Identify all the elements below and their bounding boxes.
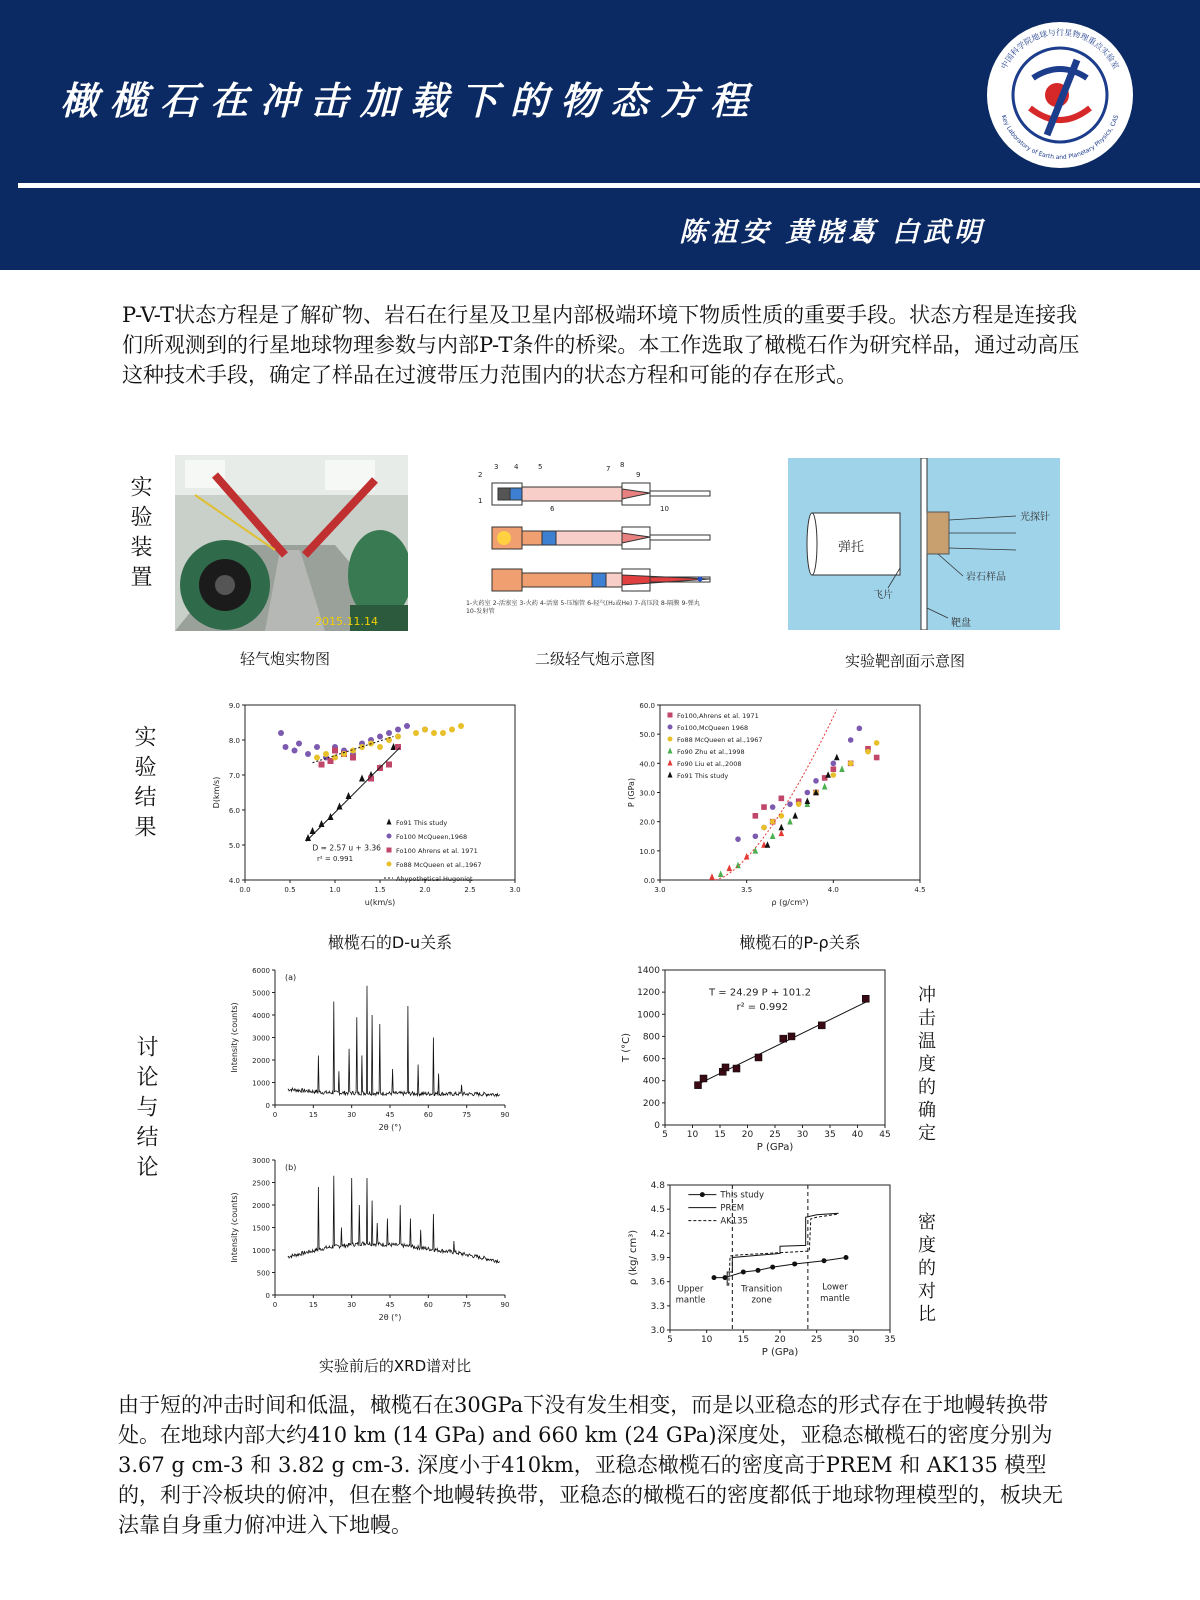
legend-marker-0 <box>700 1192 705 1197</box>
y-axis-label: P (GPa) <box>627 777 636 808</box>
x-tick-label: 75 <box>462 1111 472 1119</box>
schematic-num-8: 8 <box>620 461 625 469</box>
x-tick-label: 60 <box>423 1301 433 1309</box>
point-3 <box>722 1064 729 1071</box>
y-tick-label: 30.0 <box>639 789 655 798</box>
lab-logo <box>985 20 1135 170</box>
y-tick-label: 9.0 <box>228 702 240 710</box>
fit-equation: D = 2.57 u + 3.36 <box>312 843 381 853</box>
series-point-4 <box>770 1265 775 1270</box>
note-shock-temperature: 冲击温度的确定 <box>915 985 936 1146</box>
point-1-0 <box>735 836 741 842</box>
y-tick-label: 7.0 <box>228 772 240 780</box>
y-tick-label: 400 <box>642 1076 660 1087</box>
point-1-12 <box>377 734 383 740</box>
y-tick-label: 3.9 <box>650 1253 665 1264</box>
y-tick-label: 800 <box>642 1032 660 1043</box>
x-axis-label: P (GPa) <box>761 1347 799 1358</box>
point-9 <box>862 995 869 1002</box>
zone-label-2: Lower <box>822 1282 848 1293</box>
y-tick-label: 1500 <box>252 1224 270 1233</box>
x-tick-label: 30 <box>347 1301 357 1309</box>
section-label-setup: 实验装置 <box>127 475 152 595</box>
y-tick-label: 4.5 <box>650 1205 665 1216</box>
chart-xrd-b <box>225 1155 535 1345</box>
x-tick-label: 90 <box>500 1301 510 1309</box>
logo-text-bottom: Key Laboratory of Earth and Planetary Physics, CAS <box>999 114 1121 162</box>
point-1-2 <box>292 748 298 754</box>
intro-paragraph: P-V-T状态方程是了解矿物、岩石在行星及卫星内部极端环境下物质性质的重要手段。状态方程是连接我们所观测到的行星地球物理参数与内部P-T条件的桥梁。本工作选取了橄榄石作为研究样品，通过动高压这种技术手段，确定了样品在过渡带压力范围内的状态方程和可能的存在形式。 <box>122 303 1080 387</box>
x-axis-label: ρ (g/cm³) <box>771 898 809 907</box>
point-1-7 <box>831 761 837 767</box>
projectile-icon <box>698 577 703 582</box>
point-2-5 <box>831 772 837 778</box>
zone-label-2-b: mantle <box>820 1294 850 1304</box>
legend-marker-2 <box>387 848 392 853</box>
x-tick-label: 60 <box>423 1111 433 1119</box>
caption-du: 橄榄石的D-u关系 <box>327 933 453 952</box>
caption-photo: 轻气炮实物图 <box>239 650 330 668</box>
x-tick-label: 0 <box>272 1301 278 1309</box>
point-2-8 <box>874 740 880 746</box>
y-tick-label: 20.0 <box>639 818 655 827</box>
legend-entry-1: Fo100 McQueen,1968 <box>396 833 468 841</box>
schematic-num-3: 3 <box>494 463 499 471</box>
y-axis-label: D(km/s) <box>212 776 221 809</box>
series-point-3 <box>756 1268 761 1273</box>
x-tick-label: 10 <box>686 1130 699 1140</box>
schematic-num-5: 5 <box>538 463 543 471</box>
x-axis-label: u(km/s) <box>364 898 396 907</box>
zone-label-1-b: zone <box>751 1295 772 1306</box>
fit-r2: r² = 0.992 <box>736 1001 788 1013</box>
legend-marker-5 <box>668 772 673 778</box>
xrd-pattern <box>288 986 500 1096</box>
series-point-0 <box>712 1275 717 1280</box>
point-5-5 <box>825 771 831 778</box>
caption-target: 实验靶剖面示意图 <box>844 652 965 670</box>
y-tick-label: 4.8 <box>650 1181 665 1191</box>
point-8 <box>818 1022 825 1029</box>
x-tick-label: 15 <box>308 1111 318 1119</box>
y-tick-label: 2500 <box>252 1179 270 1188</box>
x-tick-label: 1.5 <box>374 886 386 894</box>
caption-prho: 橄榄石的P-ρ关系 <box>739 933 861 952</box>
y-tick-label: 0 <box>265 1292 270 1300</box>
x-tick-label: 5 <box>662 1130 668 1140</box>
x-tick-label: 25 <box>810 1335 823 1345</box>
schematic-legend-2: 10-发射管 <box>466 608 495 615</box>
y-tick-label: 1200 <box>637 988 660 999</box>
legend-marker-3 <box>668 748 673 754</box>
legend-entry-0: Fo91 This study <box>396 819 448 827</box>
fit-equation: T = 24.29 P + 101.2 <box>709 987 812 999</box>
y-tick-label: 0.0 <box>643 877 655 885</box>
schematic-num-1: 1 <box>478 497 483 505</box>
point-1-3 <box>296 741 302 747</box>
header-divider <box>18 183 1200 188</box>
x-tick-label: 40 <box>851 1130 864 1140</box>
y-tick-label: 1000 <box>252 1079 270 1088</box>
legend-entry-2: Fo100 Ahrens et al. 1971 <box>396 847 478 855</box>
y-tick-label: 6000 <box>252 967 270 975</box>
point-0-1 <box>761 804 767 810</box>
y-tick-label: 500 <box>256 1269 270 1278</box>
zone-label-0-b: mantle <box>675 1295 706 1306</box>
x-tick-label: 3.0 <box>654 886 666 894</box>
x-tick-label: 30 <box>347 1111 357 1119</box>
x-tick-label: 3.0 <box>509 886 521 894</box>
legend-entry-3: Fo90 Zhu et al.,1998 <box>677 748 745 756</box>
x-tick-label: 45 <box>385 1301 395 1309</box>
point-2-0 <box>319 762 325 768</box>
panel-label: (b) <box>285 1163 297 1172</box>
point-3-2 <box>332 755 338 761</box>
point-0-0 <box>753 813 759 819</box>
point-3-0 <box>314 755 320 761</box>
point-5-1 <box>779 824 785 831</box>
section-label-results: 实验结果 <box>131 725 156 845</box>
x-tick-label: 5 <box>667 1335 673 1345</box>
y-tick-label: 200 <box>642 1098 660 1109</box>
point-1-5 <box>805 790 811 796</box>
y-tick-label: 5000 <box>252 989 270 998</box>
x-tick-label: 0 <box>272 1111 278 1119</box>
chart-p-rho <box>620 700 950 915</box>
point-6 <box>780 1035 787 1042</box>
x-tick-label: 30 <box>847 1335 860 1345</box>
y-tick-label: 2000 <box>252 1057 270 1065</box>
point-1-4 <box>305 751 311 757</box>
y-tick-label: 0 <box>654 1121 660 1131</box>
x-tick-label: 10 <box>700 1335 713 1345</box>
point-2-4 <box>350 755 356 761</box>
schematic-num-10: 10 <box>660 505 669 513</box>
point-5-6 <box>834 754 840 761</box>
point-5 <box>755 1054 762 1061</box>
y-axis-label: Intensity (counts) <box>230 1002 239 1073</box>
point-4-0 <box>709 873 715 880</box>
x-tick-label: 25 <box>769 1130 781 1140</box>
x-tick-label: 0.5 <box>284 886 296 894</box>
point-5-0 <box>765 841 771 848</box>
y-axis-label: ρ (kg/ cm³) <box>628 1229 639 1286</box>
y-tick-label: 2000 <box>252 1202 270 1210</box>
chart-rho-p <box>625 1180 915 1380</box>
point-1-14 <box>395 727 401 733</box>
legend-entry-0: This study <box>720 1190 764 1201</box>
y-tick-label: 5.0 <box>228 842 240 850</box>
zone-label-1: Transition <box>741 1284 783 1295</box>
point-5-3 <box>805 797 811 804</box>
x-tick-label: 15 <box>714 1130 726 1140</box>
x-axis-label: 2θ (°) <box>378 1313 402 1322</box>
legend-entry-2: Fo88 McQueen et al.,1967 <box>677 736 763 744</box>
y-tick-label: 50.0 <box>639 731 655 740</box>
point-1-8 <box>848 737 854 743</box>
x-tick-label: 3.5 <box>741 886 753 894</box>
point-5-2 <box>792 812 798 819</box>
point-3-9 <box>395 734 401 740</box>
x-tick-label: 4.5 <box>914 886 926 894</box>
label-probe: 光探针 <box>1020 512 1050 523</box>
x-tick-label: 2.5 <box>464 886 476 894</box>
point-2-7 <box>865 749 871 755</box>
series-point-7 <box>844 1255 849 1260</box>
legend-entry-1: PREM <box>720 1203 745 1214</box>
point-2-7 <box>386 762 392 768</box>
x-tick-label: 45 <box>385 1111 395 1119</box>
x-tick-label: 20 <box>774 1335 786 1345</box>
target-cross-section <box>788 458 1060 630</box>
point-3-13 <box>440 730 446 736</box>
legend-marker-3 <box>387 862 392 867</box>
point-3-6 <box>822 783 828 790</box>
logo-text-top: 中国科学院地球与行星物理重点实验室 <box>999 27 1121 71</box>
y-tick-label: 600 <box>642 1054 660 1065</box>
legend-marker-1 <box>668 725 673 730</box>
x-tick-label: 75 <box>462 1301 472 1309</box>
point-1-9 <box>857 726 863 732</box>
x-tick-label: 45 <box>879 1130 891 1140</box>
point-2-3 <box>796 801 802 807</box>
poster-title: 橄榄石在冲击加载下的物态方程 <box>60 78 761 123</box>
legend-marker-0 <box>668 713 673 718</box>
chart-t-p <box>615 965 915 1175</box>
plot-frame <box>670 1185 890 1330</box>
photo-timestamp: 2015.11.14 <box>315 615 378 628</box>
x-tick-label: 90 <box>500 1111 510 1119</box>
x-tick-label: 35 <box>824 1130 836 1140</box>
point-3-7 <box>377 744 383 750</box>
point-0-3 <box>779 796 785 802</box>
y-tick-label: 10.0 <box>639 847 655 856</box>
label-flyer: 飞片 <box>873 590 893 601</box>
schematic-num-2: 2 <box>478 471 483 479</box>
point-1-13 <box>386 730 392 736</box>
y-tick-label: 4.2 <box>650 1229 665 1240</box>
chart-d-u <box>205 700 550 925</box>
schematic-num-9: 9 <box>636 471 641 479</box>
y-tick-label: 8.0 <box>228 737 240 745</box>
y-tick-label: 4.0 <box>228 877 240 885</box>
schematic-num-7: 7 <box>606 465 611 473</box>
legend-entry-0: Fo100,Ahrens et al. 1971 <box>677 712 759 720</box>
point-3-3 <box>770 832 776 839</box>
conclusion-paragraph: 由于短的冲击时间和低温，橄榄石在30GPa下没有发生相变，而是以亚稳态的形式存在于地幔转换带处。在地球内部大约410 km (14 GPa) and 660 km (24 GPa)深度处，亚稳态橄榄石的密度分别为 3.67 g cm-3 和 3.82 g cm-3. 深度小于410km，亚稳态橄榄石的密度高于PREM 和 AK135 模型的，利于冷板块的俯冲，但在整个地幔转换带，亚稳态的橄榄石的密度都低于地球物理模型的，板块无法靠自身重力俯冲进入下地幔。 <box>118 1393 1063 1537</box>
schematic-legend-1: 1-火药室 2-活塞室 3-火药 4-活塞 5-压缩管 6-轻气(H₂或He) 7-高压段 8-隔膜 9-弹丸 <box>466 600 700 607</box>
legend-marker-1 <box>387 834 392 839</box>
y-tick-label: 3.3 <box>650 1301 665 1312</box>
y-tick-label: 6.0 <box>228 807 240 815</box>
point-4 <box>733 1065 740 1072</box>
y-tick-label: 3000 <box>252 1157 270 1165</box>
point-0 <box>695 1082 702 1089</box>
point-1-4 <box>787 801 793 807</box>
point-4-1 <box>727 865 733 872</box>
point-3-15 <box>458 723 464 729</box>
xrd-pattern <box>288 1176 500 1263</box>
note-density-comparison: 密度的对比 <box>915 1212 936 1327</box>
point-3-3 <box>341 751 347 757</box>
point-1-0 <box>278 730 284 736</box>
x-tick-label: 15 <box>308 1301 318 1309</box>
point-3-0 <box>718 870 724 877</box>
legend-entry-5: Fo91 This study <box>677 772 729 780</box>
y-tick-label: 1000 <box>252 1247 270 1255</box>
y-tick-label: 0 <box>265 1102 270 1110</box>
point-2-0 <box>761 825 767 831</box>
legend-marker-4 <box>668 760 673 766</box>
y-tick-label: 3000 <box>252 1034 270 1043</box>
series-point-2 <box>741 1270 746 1275</box>
series-point-5 <box>792 1261 797 1266</box>
point-3-11 <box>422 727 428 733</box>
zone-label-0: Upper <box>677 1284 704 1295</box>
legend-marker-0 <box>387 819 392 825</box>
gas-gun-schematic <box>460 455 735 615</box>
point-1-3 <box>770 804 776 810</box>
x-tick-label: 35 <box>884 1335 896 1345</box>
y-tick-label: 60.0 <box>639 702 655 710</box>
legend-marker-2 <box>668 737 673 742</box>
point-0-10 <box>874 755 880 761</box>
schematic-num-6: 6 <box>550 505 555 513</box>
point-3-7 <box>839 765 845 772</box>
legend-entry-4: Ahypothetical Hugoniot <box>396 875 473 883</box>
point-0-5 <box>346 792 352 799</box>
y-tick-label: 3.6 <box>650 1277 665 1288</box>
point-3-10 <box>413 730 419 736</box>
legend-entry-2: AK135 <box>720 1216 748 1227</box>
point-3-14 <box>449 727 455 733</box>
caption-xrd: 实验前后的XRD谱对比 <box>318 1357 472 1375</box>
explosion-icon <box>497 531 511 545</box>
point-2-2 <box>332 748 338 754</box>
y-axis-label: T (°C) <box>621 1032 632 1063</box>
point-1-5 <box>314 744 320 750</box>
series-point-6 <box>822 1258 827 1263</box>
legend-entry-1: Fo100,McQueen 1968 <box>677 724 749 732</box>
y-axis-label: Intensity (counts) <box>230 1192 239 1263</box>
gas-gun-photo <box>175 455 408 631</box>
x-axis-label: 2θ (°) <box>378 1123 402 1132</box>
label-sample: 岩石样品 <box>966 572 1006 583</box>
x-tick-label: 30 <box>796 1130 809 1140</box>
y-tick-label: 1400 <box>637 966 660 976</box>
panel-label: (a) <box>285 973 297 982</box>
label-base: 靶盘 <box>951 618 971 629</box>
x-tick-label: 1.0 <box>329 886 341 894</box>
point-7 <box>788 1033 795 1040</box>
x-tick-label: 20 <box>741 1130 754 1140</box>
authors: 陈祖安 黄晓葛 白武明 <box>679 217 985 248</box>
y-tick-label: 3.0 <box>650 1326 665 1336</box>
x-tick-label: 2.0 <box>419 886 431 894</box>
legend-entry-3: Fo88 McQueen et al.,1967 <box>396 861 482 869</box>
point-1-6 <box>813 778 819 784</box>
schematic-num-4: 4 <box>514 463 519 471</box>
point-3-4 <box>787 818 793 825</box>
point-3-12 <box>431 730 437 736</box>
caption-schematic: 二级轻气炮示意图 <box>534 650 655 668</box>
section-label-discussion: 讨论与结论 <box>133 1035 158 1185</box>
x-tick-label: 0.0 <box>239 886 251 894</box>
point-2-6 <box>848 761 854 767</box>
chart-xrd-a <box>225 965 525 1145</box>
point-1-1 <box>753 833 759 839</box>
point-1-1 <box>283 744 289 750</box>
point-3-1 <box>323 751 329 757</box>
legend-entry-4: Fo90 Liu et al.,2008 <box>677 760 742 768</box>
x-tick-label: 4.0 <box>827 886 839 894</box>
y-tick-label: 40.0 <box>639 760 655 769</box>
point-4-4 <box>779 830 785 837</box>
fit-r2: r² = 0.991 <box>317 854 354 863</box>
label-projectile: 弹托 <box>838 540 865 555</box>
point-1-15 <box>404 723 410 729</box>
point-0-6 <box>359 775 365 782</box>
x-axis-label: P (GPa) <box>756 1142 794 1153</box>
point-1 <box>700 1075 707 1082</box>
x-tick-label: 15 <box>737 1335 750 1345</box>
y-tick-label: 4000 <box>252 1012 270 1020</box>
point-0-7 <box>831 766 837 772</box>
y-tick-label: 1000 <box>637 1010 660 1021</box>
